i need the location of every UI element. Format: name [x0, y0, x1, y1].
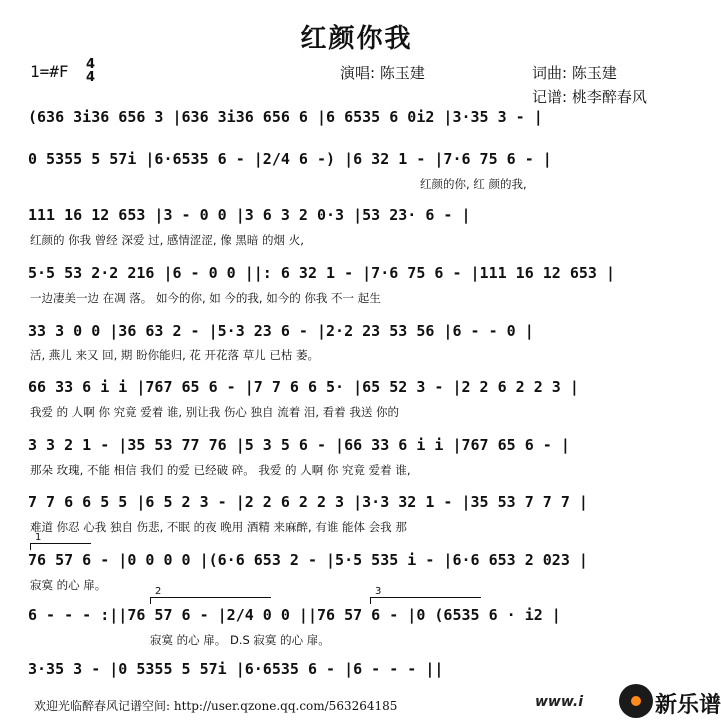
- logo-brand-text: 新乐谱: [655, 693, 721, 718]
- lyrics-row-3: 红颜的 你我 曾经 深爱 过, 感情涩涩, 像 黑暗 的烟 火,: [30, 233, 304, 247]
- time-signature: [86, 58, 95, 84]
- volta-3-bracket: 3: [370, 597, 481, 604]
- lyrics-row-2: 红颜的你, 红 颜的我,: [420, 177, 527, 191]
- volta-1-bracket: 1: [30, 543, 91, 550]
- lyrics-row-6: 我爱 的 人啊 你 究竟 爱着 谁, 别让我 伤心 独自 流着 泪, 看着 我送 你的: [30, 405, 399, 419]
- logo-www-text: www.i: [535, 694, 584, 710]
- time-signature-top: 4: [86, 57, 96, 72]
- time-signature-bottom: 4: [86, 70, 96, 85]
- score-row-11: 3·35 3 - |0 5355 5 57i |6·6535 6 - |6 - - - ||: [28, 660, 444, 678]
- lyrics-row-8: 难道 你忍 心我 独自 伤悲, 不眠 的夜 晚用 酒精 来麻醉, 有谁 能体 会我 那: [30, 520, 407, 534]
- footer-text: 欢迎光临醉春风记谱空间: http://user.qzone.qq.com/563264185: [34, 699, 398, 713]
- score-row-1: (636 3i36 656 3 |636 3i36 656 6 |6 6535 6 0i2 |3·35 3 - |: [28, 108, 543, 126]
- lyrics-row-7: 那朵 玫瑰, 不能 相信 我们 的爱 已经破 碎。 我爱 的 人啊 你 究竟 爱着 谁,: [30, 463, 411, 477]
- composer-credit: 词曲: 陈玉建: [532, 64, 617, 82]
- score-row-4: 5·5 53 2·2 216 |6 - 0 0 ||: 6 32 1 - |7·6 75 6 - |111 16 12 653 |: [28, 264, 615, 282]
- song-title: 红颜你我: [300, 24, 413, 54]
- lyrics-row-10: 寂寞 的心 扉。 D.S 寂寞 的心 扉。: [150, 633, 330, 647]
- lyrics-row-9: 寂寞 的心 扉。: [30, 578, 107, 592]
- score-row-7: 3 3 2 1 - |35 53 77 76 |5 3 5 6 - |66 33 6 i i |767 65 6 - |: [28, 436, 570, 454]
- score-row-2: 0 5355 5 57i |6·6535 6 - |2/4 6 -) |6 32 1 - |7·6 75 6 - |: [28, 150, 552, 168]
- site-logo: [527, 682, 721, 722]
- singer-credit: 演唱: 陈玉建: [340, 64, 425, 82]
- score-row-8: 7 7 6 6 5 5 |6 5 2 3 - |2 2 6 2 2 3 |3·3 32 1 - |35 53 7 7 7 |: [28, 493, 588, 511]
- score-row-6: 66 33 6 i i |767 65 6 - |7 7 6 6 5· |65 52 3 - |2 2 6 2 2 3 |: [28, 378, 579, 396]
- lyrics-row-5: 活, 燕儿 来又 回, 期 盼你能归, 花 开花落 草儿 已枯 萎。: [30, 348, 320, 362]
- key-signature: 1=#F: [30, 62, 69, 81]
- lyrics-row-4: 一边凄美一边 在凋 落。 如今的你, 如 今的我, 如今的 你我 不一 起生: [30, 291, 381, 305]
- volta-2-bracket: 2: [150, 597, 271, 604]
- score-row-3: 111 16 12 653 |3 - 0 0 |3 6 3 2 0·3 |53 23· 6 - |: [28, 206, 471, 224]
- score-row-10: 6 - - - :||76 57 6 - |2/4 0 0 ||76 57 6 - |0 (6535 6 · i2 |: [28, 606, 561, 624]
- transcriber-credit: 记谱: 桃李醉春风: [532, 88, 647, 106]
- vinyl-disc-icon: [619, 684, 653, 718]
- score-row-5: 33 3 0 0 |36 63 2 - |5·3 23 6 - |2·2 23 53 56 |6 - - 0 |: [28, 322, 534, 340]
- score-row-9: 76 57 6 - |0 0 0 0 |(6·6 653 2 - |5·5 535 i - |6·6 653 2 023 |: [28, 551, 588, 569]
